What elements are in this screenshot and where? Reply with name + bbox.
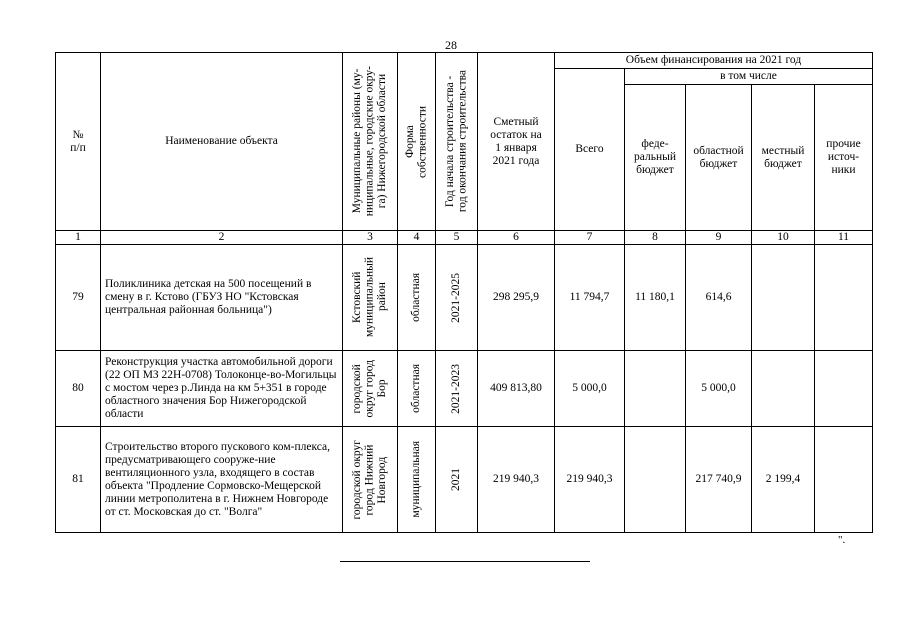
header-years: [436, 53, 478, 231]
column-number: 3: [343, 231, 398, 245]
row-federal: [625, 427, 686, 533]
row-total: 11 794,7: [555, 245, 625, 351]
page-number: 28: [445, 38, 457, 52]
row-balance: 219 940,3: [478, 427, 555, 533]
row-other: [815, 245, 873, 351]
header-no: № п/п: [56, 53, 101, 231]
row-no: 81: [56, 427, 101, 533]
row-other: [815, 427, 873, 533]
row-ownership: [398, 245, 436, 351]
row-years: [436, 427, 478, 533]
row-municipality: [343, 427, 398, 533]
header-ownership: [398, 53, 436, 231]
column-number: 2: [101, 231, 343, 245]
row-years-text: 2021-2025: [450, 272, 463, 323]
row-other: [815, 351, 873, 427]
column-number-row: [56, 231, 873, 245]
header-other: прочие источ- ники: [815, 85, 873, 231]
row-municipality-text: городской округ город Нижний Новгород: [351, 439, 389, 520]
row-municipality: [343, 245, 398, 351]
header-municipality-text: Муниципальные районы (му- ниципальные, городские окру- га) Нижегородской области: [351, 66, 389, 217]
table-row: [56, 427, 873, 533]
row-ownership-text: областная: [410, 364, 423, 413]
header-including: в том числе: [625, 69, 873, 85]
row-ownership: [398, 351, 436, 427]
column-number: 4: [398, 231, 436, 245]
row-local: [752, 245, 815, 351]
column-number: 8: [625, 231, 686, 245]
table-row: [56, 245, 873, 351]
header-years-text: Год начала строительства - год окончания строительства: [444, 70, 469, 213]
row-local: 2 199,4: [752, 427, 815, 533]
row-balance: 298 295,9: [478, 245, 555, 351]
row-federal: [625, 351, 686, 427]
row-ownership: [398, 427, 436, 533]
column-number: 9: [686, 231, 752, 245]
row-municipality-text: городской округ город Бор: [351, 359, 389, 418]
row-years: [436, 245, 478, 351]
end-quote-mark: ".: [838, 534, 846, 546]
header-regional: областной бюджет: [686, 85, 752, 231]
header-funding: Объем финансирования на 2021 год: [555, 53, 873, 69]
row-name: Реконструкция участка автомобильной дороги (22 ОП МЗ 22Н-0708) Толоконце-во-Могильцы с мостом через р.Линда на км 5+351 в городе областного значения Бор Нижегородской области: [101, 351, 343, 427]
row-years-text: 2021-2023: [450, 363, 463, 414]
column-number: 1: [56, 231, 101, 245]
row-years: [436, 351, 478, 427]
financing-table: [55, 52, 873, 533]
row-municipality-text: Кстовский муниципальный район: [351, 257, 389, 338]
column-number: 10: [752, 231, 815, 245]
column-number: 6: [478, 231, 555, 245]
header-federal: феде- ральный бюджет: [625, 85, 686, 231]
table-row: [56, 351, 873, 427]
row-balance: 409 813,80: [478, 351, 555, 427]
row-ownership-text: областная: [410, 273, 423, 322]
divider-line: [340, 561, 590, 562]
header-name: Наименование объекта: [101, 53, 343, 231]
row-municipality: [343, 351, 398, 427]
row-no: 79: [56, 245, 101, 351]
column-number: 5: [436, 231, 478, 245]
row-ownership-text: муниципальная: [410, 441, 423, 518]
row-local: [752, 351, 815, 427]
row-total: 219 940,3: [555, 427, 625, 533]
row-regional: 217 740,9: [686, 427, 752, 533]
row-name: Поликлиника детская на 500 посещений в смену в г. Кстово (ГБУЗ НО "Кстовская центральная районная больница"): [101, 245, 343, 351]
row-regional: 5 000,0: [686, 351, 752, 427]
header-total: Всего: [555, 69, 625, 231]
row-total: 5 000,0: [555, 351, 625, 427]
header-balance: Сметный остаток на 1 января 2021 года: [478, 53, 555, 231]
column-number: 11: [815, 231, 873, 245]
row-federal: 11 180,1: [625, 245, 686, 351]
column-number: 7: [555, 231, 625, 245]
row-no: 80: [56, 351, 101, 427]
header-ownership-text: Форма собственности: [404, 105, 429, 178]
header-municipality: [343, 53, 398, 231]
row-name: Строительство второго пускового ком-плекса, предусматривающего сооруже-ние вентиляционного узла, входящего в состав объекта "Продление Сормовско-Мещерской линии метрополитена в г. Нижнем Новгороде от ст. Московская до ст. "Волга": [101, 427, 343, 533]
row-regional: 614,6: [686, 245, 752, 351]
header-local: местный бюджет: [752, 85, 815, 231]
row-years-text: 2021: [450, 468, 463, 491]
